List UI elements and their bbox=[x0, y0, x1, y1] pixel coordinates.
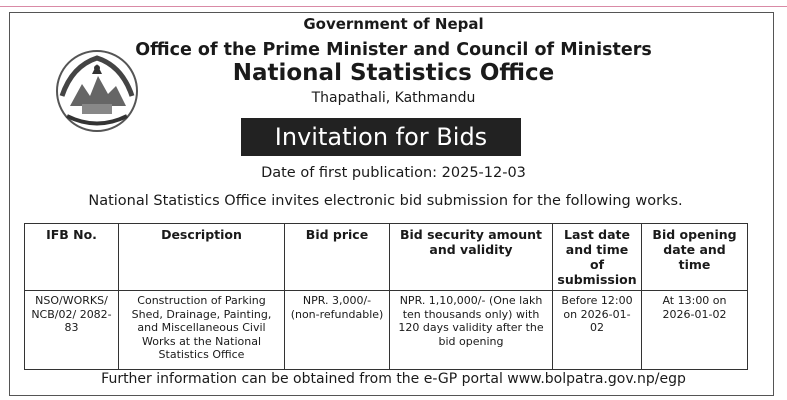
organization-title: National Statistics Office bbox=[232, 60, 555, 86]
notice-title-banner bbox=[241, 118, 521, 156]
header-last-date: Last date and time of submission bbox=[553, 224, 642, 291]
office-title: Office of the Prime Minister and Council of Ministers bbox=[135, 40, 652, 60]
header-opening-date: Bid opening date and time bbox=[642, 224, 748, 291]
bids-table bbox=[24, 223, 748, 370]
table-row bbox=[25, 291, 748, 370]
cell-bid-price: NPR. 3,000/- (non-refundable) bbox=[285, 291, 390, 370]
header-ifb-no: IFB No. bbox=[25, 224, 119, 291]
header-bid-security: Bid security amount and validity bbox=[390, 224, 553, 291]
cell-last-date: Before 12:00 on 2026-01-02 bbox=[553, 291, 642, 370]
table-header-row bbox=[25, 224, 748, 291]
publication-date: Date of first publication: 2025-12-03 bbox=[261, 165, 526, 181]
address: Thapathali, Kathmandu bbox=[311, 90, 476, 106]
notice-title: Invitation for Bids bbox=[274, 123, 488, 151]
footer-info: Further information can be obtained from the e-GP portal www.bolpatra.gov.np/egp bbox=[101, 371, 686, 387]
cell-bid-security: NPR. 1,10,000/- (One lakh ten thousands only) with 120 days validity after the bid opening bbox=[390, 291, 553, 370]
government-title: Government of Nepal bbox=[303, 15, 484, 33]
cell-ifb-no: NSO/WORKS/ NCB/02/ 2082-83 bbox=[25, 291, 119, 370]
header-bid-price: Bid price bbox=[285, 224, 390, 291]
intro-text: National Statistics Office invites electronic bid submission for the following works. bbox=[88, 193, 683, 209]
header-description: Description bbox=[119, 224, 285, 291]
cell-description: Construction of Parking Shed, Drainage, Painting, and Miscellaneous Civil Works at the National Statistics Office bbox=[119, 291, 285, 370]
cell-opening-date: At 13:00 on 2026-01-02 bbox=[642, 291, 748, 370]
top-divider bbox=[0, 6, 787, 7]
